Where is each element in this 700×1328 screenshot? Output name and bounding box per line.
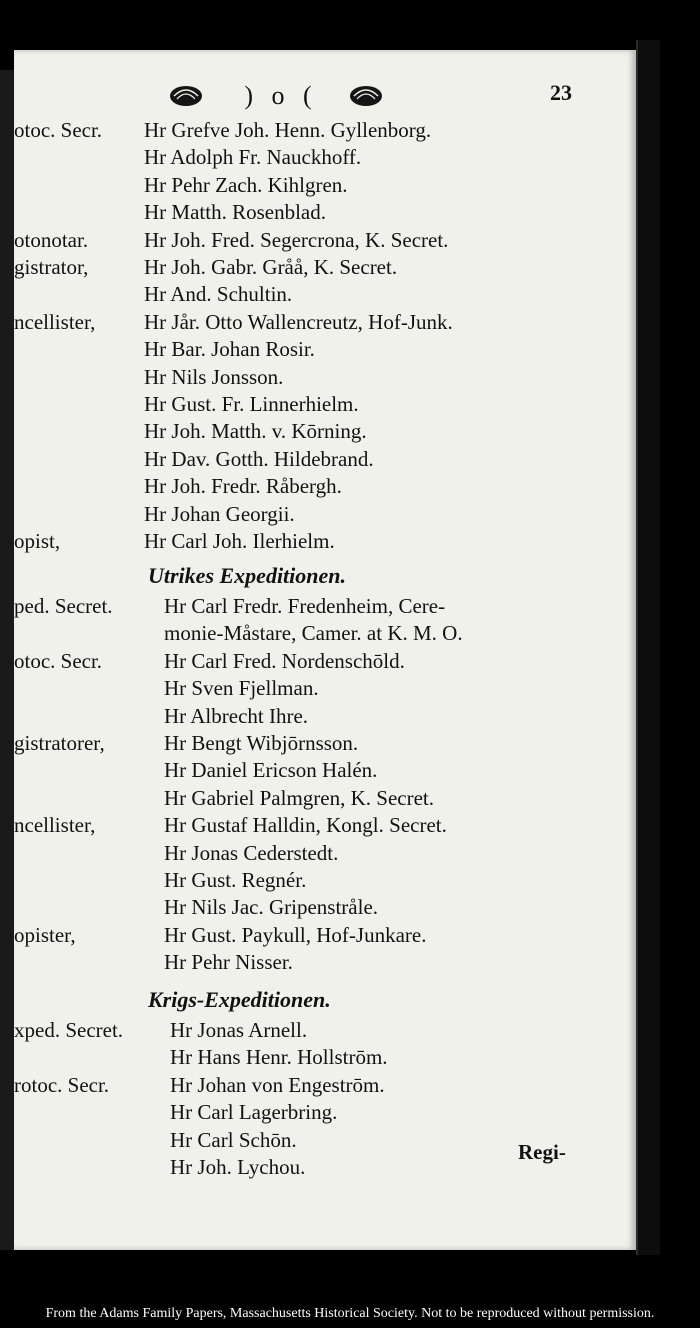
book-edge bbox=[636, 40, 660, 1255]
official-name: Hr Adolph Fr. Nauckhoff. bbox=[144, 145, 362, 170]
list-item bbox=[14, 1071, 614, 1099]
official-name: Hr Pehr Zach. Kihlgren. bbox=[144, 172, 348, 197]
office-title: opister, bbox=[14, 922, 76, 947]
list-item bbox=[14, 198, 614, 226]
list-item bbox=[14, 1016, 614, 1044]
list-item bbox=[14, 729, 614, 757]
list-item bbox=[14, 253, 614, 281]
official-name: Hr Joh. Fred. Segercrona, K. Secret. bbox=[144, 227, 449, 252]
official-name: Hr And. Schultin. bbox=[144, 282, 293, 307]
list-item bbox=[14, 116, 614, 144]
official-name: Hr Jonas Cederstedt. bbox=[164, 840, 339, 865]
official-name: Hr Joh. Lychou. bbox=[170, 1155, 306, 1179]
official-name: Hr Bar. Johan Rosir. bbox=[144, 337, 315, 362]
official-name: Hr Carl Schōn. bbox=[170, 1127, 297, 1152]
official-name: Hr Johan Georgii. bbox=[144, 501, 295, 526]
list-item bbox=[14, 143, 614, 171]
list-item bbox=[14, 756, 614, 784]
list-item bbox=[14, 417, 614, 445]
list-item bbox=[14, 866, 614, 894]
list-item bbox=[14, 592, 614, 620]
binding-shadow bbox=[0, 70, 14, 1250]
official-name: Hr Nils Jonsson. bbox=[144, 364, 284, 389]
list-item bbox=[14, 472, 614, 500]
list-item bbox=[14, 308, 614, 336]
page-number: 23 bbox=[550, 80, 572, 105]
office-title: xped. Secret. bbox=[14, 1018, 124, 1042]
official-name: Hr Carl Fredr. Fredenheim, Cere- bbox=[164, 594, 446, 618]
page-header bbox=[162, 78, 422, 118]
official-name: monie-Måstare, Camer. at K. M. O. bbox=[164, 621, 463, 646]
list-item bbox=[14, 893, 614, 921]
office-title: gistratorer, bbox=[14, 731, 105, 755]
list-item bbox=[14, 647, 614, 675]
list-item bbox=[14, 948, 614, 976]
section-heading-utrikes: Utrikes Expeditionen. bbox=[148, 563, 347, 588]
official-name: Hr Pehr Nisser. bbox=[164, 950, 293, 975]
ornament-icon bbox=[348, 84, 384, 108]
official-name: Hr Carl Lagerbring. bbox=[170, 1100, 338, 1125]
list-item bbox=[14, 921, 614, 949]
official-name: Hr Dav. Gotth. Hildebrand. bbox=[144, 446, 374, 471]
official-name: Hr Hans Henr. Hollstrōm. bbox=[170, 1045, 388, 1070]
official-name: Hr Grefve Joh. Henn. Gyllenborg. bbox=[144, 118, 432, 142]
catchword: Regi- bbox=[518, 1140, 566, 1164]
official-name: Hr Bengt Wibjōrnsson. bbox=[164, 731, 359, 755]
official-name: Hr Gust. Regnér. bbox=[164, 868, 307, 892]
list-item bbox=[14, 674, 614, 702]
official-name: Hr Joh. Matth. v. Kōrning. bbox=[144, 419, 367, 444]
official-name: Hr Jår. Otto Wallencreutz, Hof-Junk. bbox=[144, 309, 453, 334]
ornament-icon bbox=[168, 84, 204, 108]
official-name: Hr Daniel Ericson Halén. bbox=[164, 758, 378, 783]
official-name: Hr Sven Fjellman. bbox=[164, 676, 319, 701]
office-title: otoc. Secr. bbox=[14, 648, 103, 673]
official-name: Hr Gust. Paykull, Hof-Junkare. bbox=[164, 922, 427, 947]
office-title: otonotar. bbox=[14, 227, 89, 252]
book-page bbox=[14, 50, 636, 1250]
office-title: ncellister, bbox=[14, 813, 96, 838]
list-item bbox=[14, 839, 614, 867]
official-name: Hr Matth. Rosenblad. bbox=[144, 200, 326, 225]
office-title: otoc. Secr. bbox=[14, 118, 103, 142]
official-name: Hr Gustaf Halldin, Kongl. Secret. bbox=[164, 813, 447, 838]
office-title: opist, bbox=[14, 529, 61, 553]
copyright-footer: From the Adams Family Papers, Massachusetts Historical Society. Not to be reproduced without permission. bbox=[45, 1306, 655, 1321]
office-title: ncellister, bbox=[14, 309, 96, 334]
official-name: Hr Albrecht Ihre. bbox=[164, 703, 309, 728]
list-item bbox=[14, 226, 614, 254]
official-name: Hr Carl Joh. Ilerhielm. bbox=[144, 529, 335, 553]
list-item bbox=[14, 811, 614, 839]
official-name: Hr Joh. Gabr. Gråå, K. Secret. bbox=[144, 255, 398, 279]
official-name: Hr Jonas Arnell. bbox=[170, 1018, 308, 1042]
list-item bbox=[14, 171, 614, 199]
office-title: gistrator, bbox=[14, 255, 89, 279]
list-item bbox=[14, 335, 614, 363]
list-item bbox=[14, 280, 614, 308]
header-divider: ) o ( bbox=[244, 81, 318, 110]
official-name: Hr Gust. Fr. Linnerhielm. bbox=[144, 392, 359, 416]
list-item bbox=[14, 390, 614, 418]
list-item bbox=[14, 445, 614, 473]
official-name: Hr Joh. Fredr. Råbergh. bbox=[144, 474, 342, 499]
list-item bbox=[14, 702, 614, 730]
list-item bbox=[14, 1098, 614, 1126]
list-item bbox=[14, 363, 614, 391]
list-item bbox=[14, 784, 614, 812]
official-name: Hr Carl Fred. Nordenschōld. bbox=[164, 648, 405, 673]
list-item bbox=[14, 619, 614, 647]
section-heading-krigs: Krigs-Expeditionen. bbox=[148, 987, 331, 1012]
official-name: Hr Gabriel Palmgren, K. Secret. bbox=[164, 785, 434, 810]
office-title: ped. Secret. bbox=[14, 594, 113, 618]
list-item bbox=[14, 500, 614, 528]
official-name: Hr Johan von Engestrōm. bbox=[170, 1072, 385, 1097]
list-item bbox=[14, 527, 614, 555]
office-title: rotoc. Secr. bbox=[14, 1072, 110, 1097]
official-name: Hr Nils Jac. Gripenstråle. bbox=[164, 895, 379, 920]
list-item bbox=[14, 1043, 614, 1071]
